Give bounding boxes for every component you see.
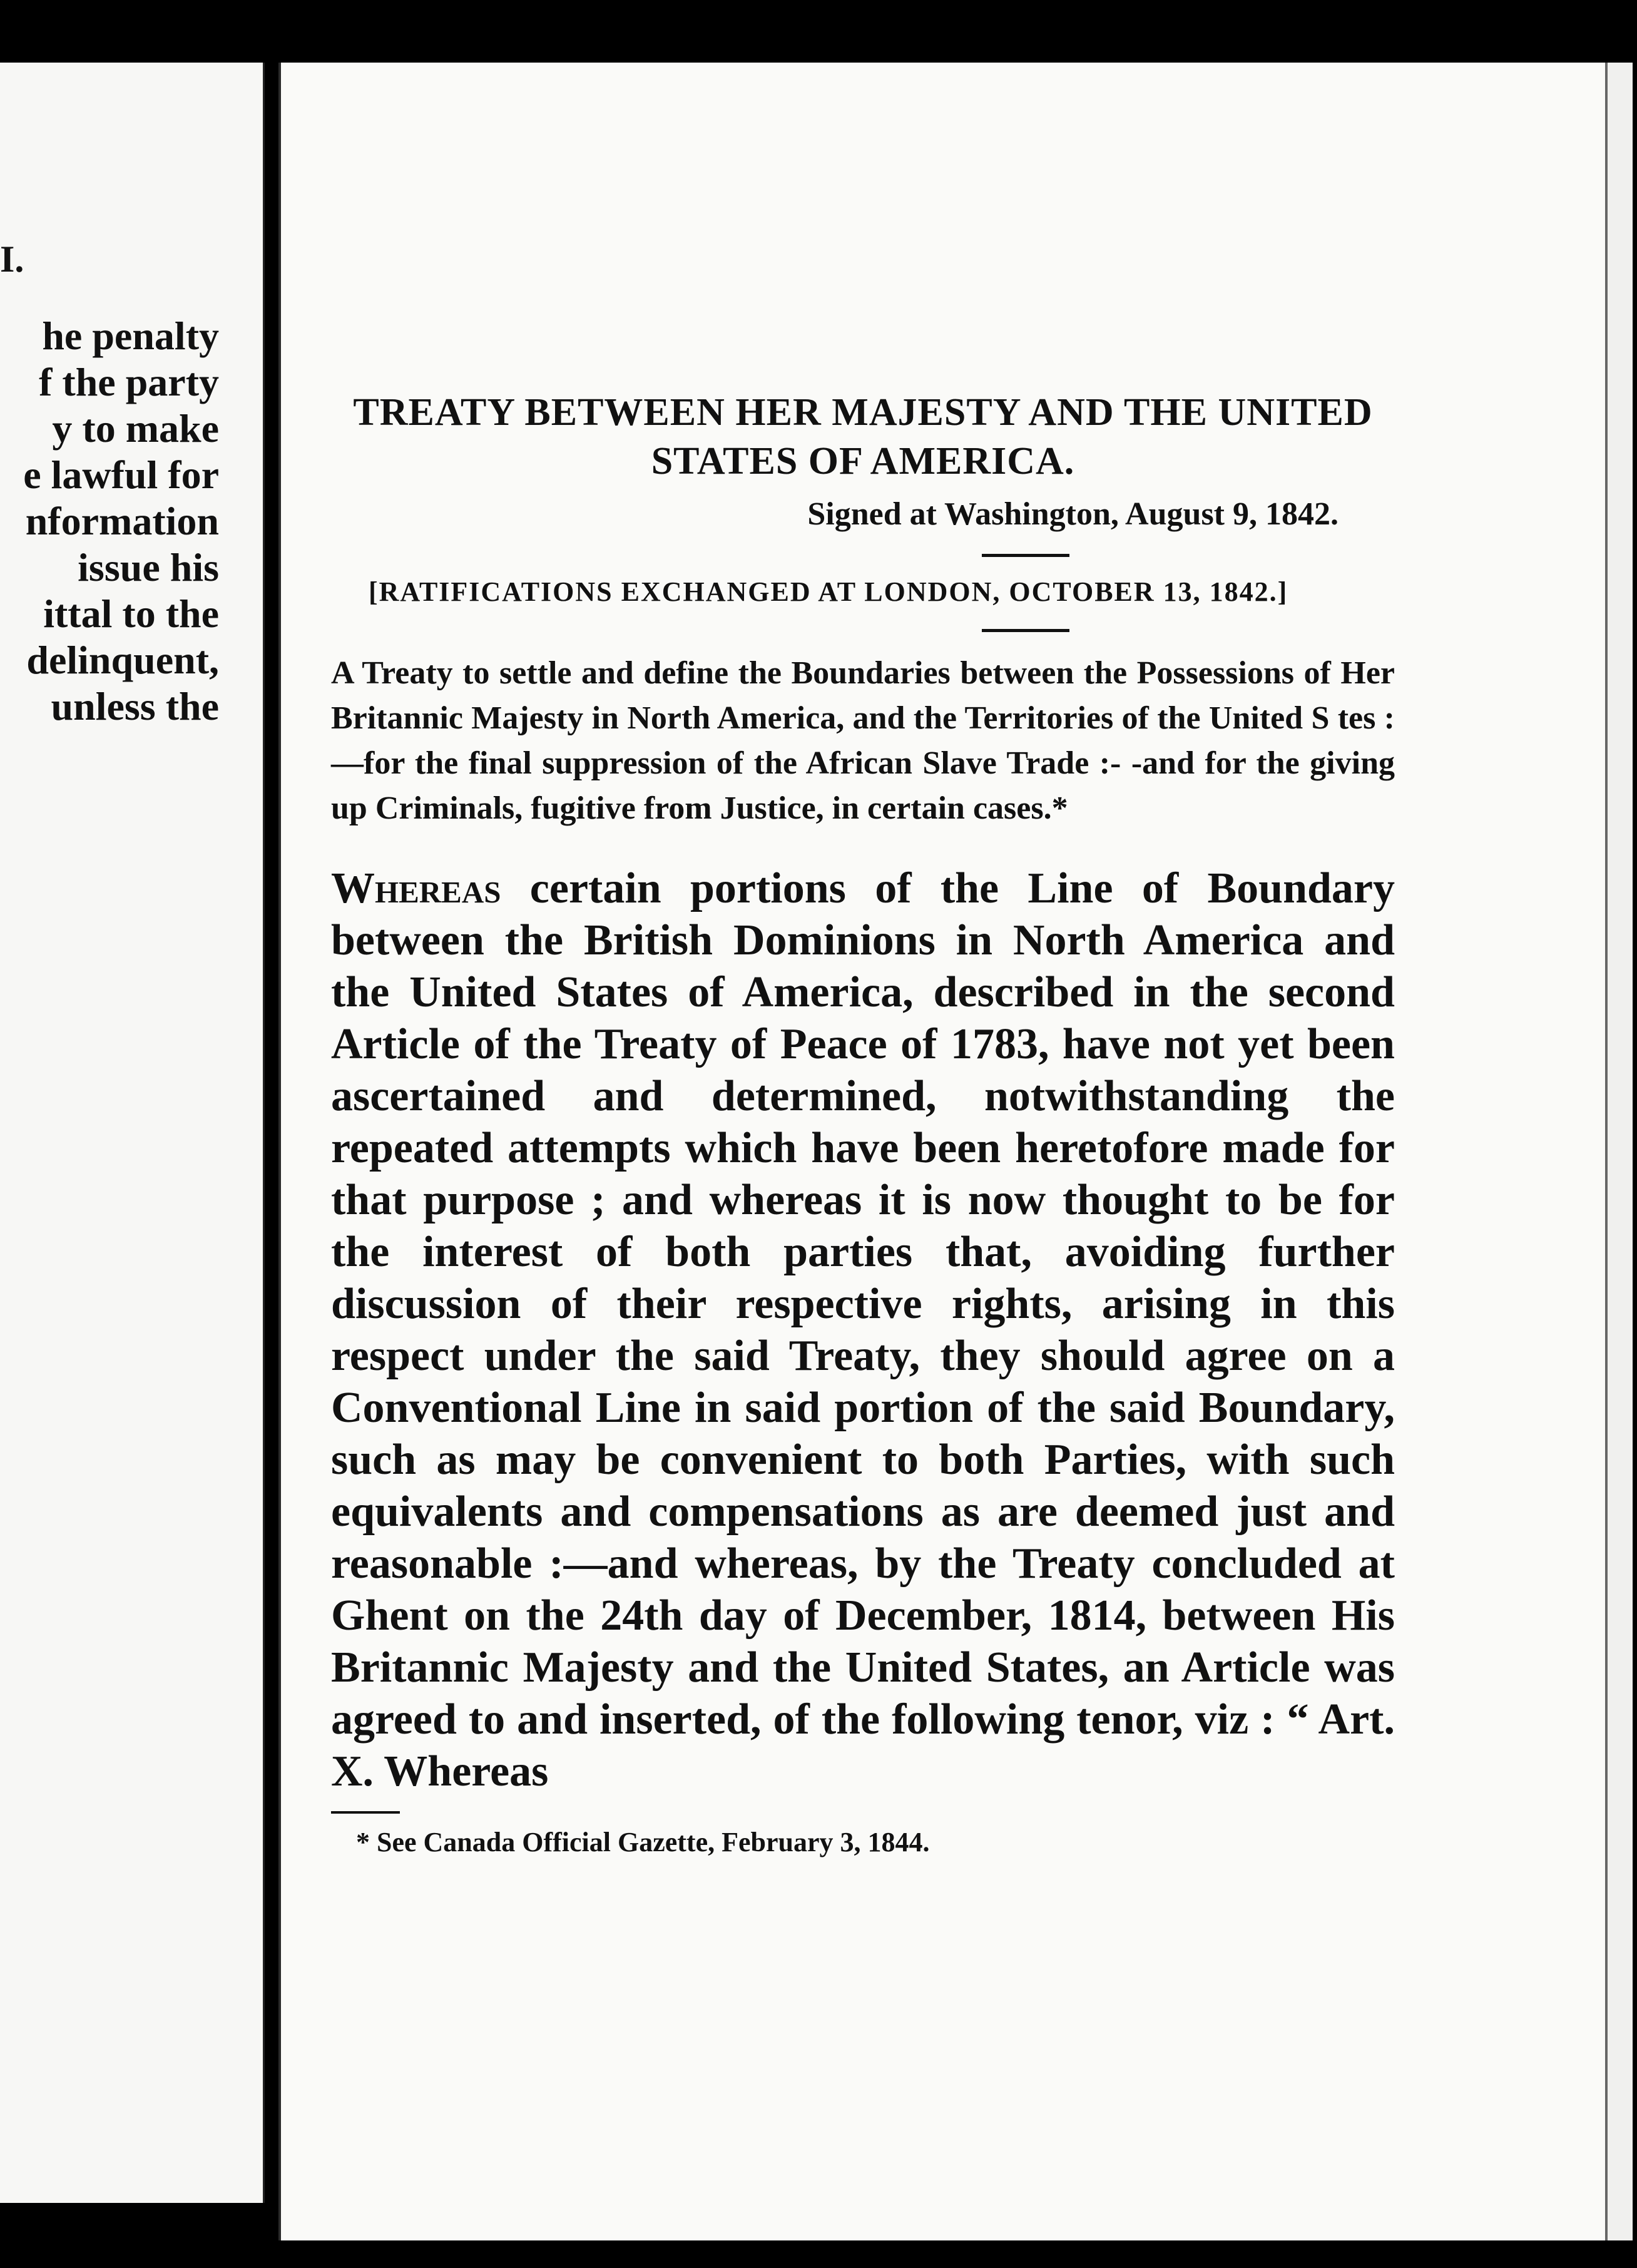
left-line: nformation <box>25 499 219 543</box>
signed-line: Signed at Washington, August 9, 1842. <box>807 496 1339 532</box>
left-line: ittal to the <box>43 591 219 636</box>
left-line: y to make <box>52 406 219 451</box>
footnote: * See Canada Official Gazette, February 3, 1844. <box>356 1827 930 1857</box>
treaty-page <box>278 63 1633 2240</box>
left-line: f the party <box>39 360 219 404</box>
treaty-body <box>331 862 1395 1797</box>
left-line: e lawful for <box>23 452 219 497</box>
body-lead-word: Whereas <box>331 864 501 912</box>
page-edge <box>1605 63 1633 2240</box>
page-content <box>331 388 1395 1858</box>
left-line: issue his <box>78 545 219 590</box>
divider <box>982 554 1069 557</box>
footnote-rule <box>331 1811 400 1814</box>
body-text: certain portions of the Line of Boundary between the British Dominions in North America and the United States of America, described in the second Article of the Treaty of Peace of 1783, have not yet been ascertained and determined, notwithstanding the repeated attempts which have been heretofore made for that purpose ; and whereas it is now thought to be for the interest of both parties that, avoiding further discussion of their respective rights, arising in this respect under the said Treaty, they should agree on a Conventional Line in said portion of the said Boundary, such as may be convenient to both Parties, with such equivalents and compensations as are deemed just and reasonable :—and whereas, by the Treaty concluded at Ghent on the 24th day of December, 1814, between His Britannic Majesty and the United States, an Article was agreed to and inserted, of the following tenor, viz : “ Art. X. Whereas <box>331 864 1395 1796</box>
treaty-title: TREATY BETWEEN HER MAJESTY AND THE UNITED STATES OF AMERICA. <box>353 391 1373 483</box>
left-line: he penalty <box>42 314 219 358</box>
left-line: delinquent, <box>26 638 219 682</box>
ratification-line: [RATIFICATIONS EXCHANGED AT LONDON, OCTOBER 13, 1842.] <box>369 576 1288 607</box>
left-page-text <box>0 313 263 730</box>
previous-page-fragment <box>0 63 265 2203</box>
divider <box>982 629 1069 632</box>
treaty-summary: A Treaty to settle and define the Boundaries between the Possessions of Her Britannic Majesty in North America, and the Territories of the United S tes :—for the final suppression of the African Slave Trade :- -and for the giving up Criminals, fugitive from Justice, in certain cases.* <box>331 655 1395 826</box>
left-page-mark: I. <box>0 238 24 280</box>
left-line: unless the <box>51 684 219 728</box>
